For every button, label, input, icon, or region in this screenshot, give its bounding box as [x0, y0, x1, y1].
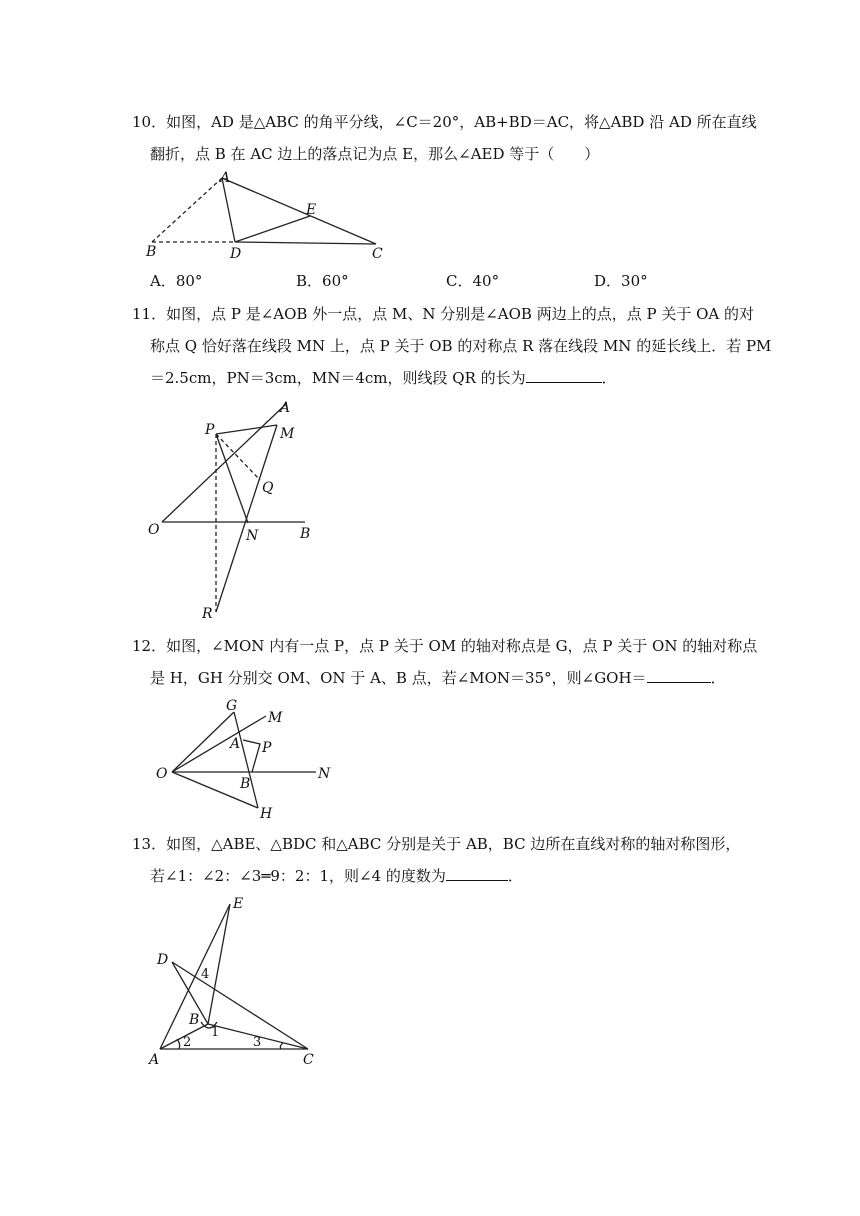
q13-seg-be [208, 904, 230, 1024]
q10-text-line1: 10．如图，AD 是△ABC 的角平分线，∠C＝20°，AB+BD＝AC，将△ABD 沿 AD 所在直线 [132, 113, 757, 131]
q10-text-line2: 翻折，点 B 在 AC 边上的落点记为点 E，那么∠AED 等于（ ） [150, 145, 600, 163]
q11-text-line3 [150, 368, 617, 388]
q12-label-m: M [268, 710, 283, 726]
q10-label-b: B [146, 244, 157, 260]
q11-label-r: R [202, 606, 213, 622]
q10-label-c: C [372, 246, 383, 262]
q11-seg-pq [216, 434, 260, 480]
q12-label-p: P [262, 740, 272, 756]
q10-label-e: E [306, 202, 317, 218]
q13-text-line2 [150, 866, 523, 886]
q13-text-line2-main: 若∠1：∠2：∠3═9：2：1，则∠4 的度数为 [150, 867, 446, 885]
q11-seg-pn [216, 434, 248, 523]
q12-ray-om [172, 716, 266, 772]
q13-arc-3 [280, 1043, 283, 1049]
q11-label-m: M [280, 426, 295, 442]
q13-label-2: 2 [183, 1035, 192, 1050]
q12-label-a: A [230, 736, 241, 752]
q11-seg-pm [216, 425, 277, 434]
q10-option-b[interactable]: B．60° [296, 272, 349, 290]
q10-seg-ab [152, 178, 222, 242]
q10-seg-de [235, 216, 310, 242]
q13-label-4: 4 [201, 967, 210, 982]
q12-seg-og [172, 712, 234, 772]
q10-option-a[interactable]: A．80° [150, 272, 203, 290]
q13-text-line2-end: ． [507, 867, 523, 885]
q10-label-a: A [220, 170, 231, 186]
q11-ray-oa [162, 404, 286, 522]
q12-seg-gh [234, 712, 258, 808]
q13-label-1: 1 [211, 1025, 220, 1040]
q12-label-g: G [226, 698, 238, 714]
q12-text-line1: 12．如图，∠MON 内有一点 P，点 P 关于 OM 的轴对称点是 G，点 P 关于 ON 的轴对称点 [132, 637, 758, 655]
q13-label-e: E [233, 896, 244, 912]
q11-label-p: P [205, 422, 215, 438]
q10-seg-dc [235, 242, 376, 244]
q12-text-line2-end: ． [710, 669, 726, 687]
q12-label-o: O [156, 766, 168, 782]
q13-arc-2 [177, 1039, 180, 1049]
q12-answer-blank[interactable] [647, 668, 711, 683]
q12-label-n: N [318, 766, 331, 782]
q13-label-b: B [189, 1012, 200, 1028]
q11-answer-blank[interactable] [526, 368, 602, 383]
q13-label-d: D [157, 952, 169, 968]
q11-label-a: A [280, 400, 291, 416]
q13-seg-dc [172, 962, 308, 1049]
q12-text-line2-main: 是 H，GH 分别交 OM、ON 于 A、B 点，若∠MON＝35°，则∠GOH＝ [150, 669, 647, 687]
q11-label-n: N [246, 528, 259, 544]
q13-text-line1: 13．如图，△ABE、△BDC 和△ABC 分别是关于 AB，BC 边所在直线对称的轴对称图形， [132, 835, 741, 853]
q10-option-d[interactable]: D．30° [594, 272, 648, 290]
q11-text-line2: 称点 Q 恰好落在线段 MN 上，点 P 关于 OB 的对称点 R 落在线段 MN 的延长线上．若 PM [150, 337, 772, 355]
q13-label-c: C [303, 1052, 314, 1068]
q10-seg-ac [222, 178, 376, 244]
q13-figure [145, 894, 345, 1074]
q13-label-3: 3 [253, 1035, 262, 1050]
q13-label-a: A [149, 1052, 160, 1068]
q11-figure [140, 398, 340, 620]
q12-text-line2 [150, 668, 726, 688]
q13-answer-blank[interactable] [446, 866, 508, 881]
q11-text-line3-end: ． [601, 369, 617, 387]
q11-text-line3-main: ＝2.5cm，PN＝3cm，MN＝4cm，则线段 QR 的长为 [150, 369, 526, 387]
q11-label-b: B [300, 526, 311, 542]
q10-option-c[interactable]: C．40° [446, 272, 500, 290]
q12-label-h: H [260, 806, 273, 822]
q10-figure [140, 168, 400, 268]
q11-label-o: O [148, 522, 160, 538]
q12-figure [150, 696, 350, 826]
q10-label-d: D [230, 246, 242, 262]
q12-label-b: B [240, 776, 251, 792]
q10-seg-ad [222, 178, 235, 242]
q11-text-line1: 11．如图，点 P 是∠AOB 外一点，点 M、N 分别是∠AOB 两边上的点，点 P 关于 OA 的对 [132, 305, 755, 323]
q11-seg-mr [216, 425, 277, 612]
q11-label-q: Q [262, 480, 274, 496]
